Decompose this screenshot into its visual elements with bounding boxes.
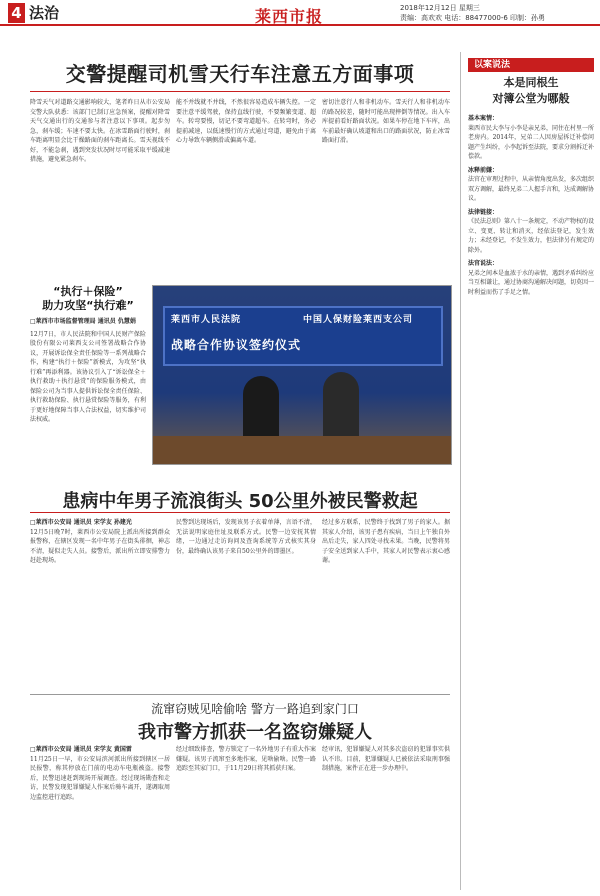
column-title-1: 本是同根生 (503, 76, 559, 89)
page-number: 4 (8, 3, 25, 23)
story3-col-2: 经过细致排查，警方锁定了一名外地男子有重大作案嫌疑。该男子流窜至多地作案，见啥偷啥。民警一路追踪至其家门口，于11月29日将其抓获归案。 (176, 746, 316, 772)
story2-headline: 患病中年男子流浪街头 50公里外被民警救起 (62, 491, 418, 512)
column-title-2: 对簿公堂为哪般 (492, 92, 570, 105)
sidebar-body: 12月7日，市人民法院和中国人民财产保险股份有限公司莱西支公司签署战略合作协议，开展诉讼保全责任保险等一系列战略合作，构建“执行＋保险”新模式，为攻坚“执行难”再添利器。该协议引入了“诉讼保全＋执行救助＋执行悬赏”的保险服务模式，由保险公司为当事人提供诉讼保全责任保险、执行救助保险、执行悬赏保险等服务，有利于更好地保障当事人合法权益，切实维护司法权威。 (30, 330, 146, 423)
law-text: 《民法总则》第八十一条规定，不动产物权的设立、变更、转让和消灭，经依法登记，发生效力；未经登记，不发生效力，但法律另有规定的除外。 (468, 218, 594, 254)
story3-body-1: 11月25日一早，市公安局滨河派出所接到辖区一居民报警，称其停放在门前的电动车电瓶被盗。接警后，民警迅速赶到现场开展调查。经过现场勘查和走访，民警发现犯罪嫌疑人作案后骑车离开，遂调取周边监控进行追踪。 (30, 755, 170, 801)
photo-banner-left: 莱西市人民法院 (171, 315, 242, 325)
lead-col-3: 密切注意行人和非机动车。雪天行人和非机动车的路况较差，随时可能出现摔倒等情况。出入车库提前看好路面状况。如果车停在地下车库，出车前最好确认坡道和出口的路面状况，防止冰雪路面打滑。 (322, 99, 450, 144)
case-label: 基本案情： (468, 115, 499, 122)
lead-col-2: 能不并线就不并线，不然很容易造成车辆失控。一定要注意平缓驾驶，保持直线行驶，不要频繁变道、超车。转弯要慢，切记不要弯道超车。在转弯时，务必提前减速，以低速慢行的方式通过弯道，避免由于离心力导致车辆侧滑或偏离车道。 (176, 99, 316, 144)
analysis-label: 冰释前嫌： (468, 166, 499, 174)
analysis-text: 法官在审理过程中，从亲情角度出发，多次组织双方调解，最终兄弟二人握手言和，达成调解协议。 (468, 176, 594, 202)
story2-col-3: 经过多方联系，民警终于找到了男子的家人。据其家人介绍，该男子患有疾病，当日上午独自外出后走失，家人四处寻找未果。当晚，民警将男子安全送到家人手中，其家人对民警表示衷心感谢。 (322, 519, 450, 564)
column-tag: 以案说法 (468, 58, 594, 72)
remark-text: 兄弟之间本是血浓于水的亲情，遇到矛盾纠纷应当互相谦让，通过协商沟通解决问题，切莫因一时利益而伤了手足之情。 (468, 269, 594, 296)
lead-headline: 交警提醒司机雪天行车注意五方面事项 (65, 62, 415, 86)
section-name: 法治 (29, 4, 60, 22)
story3-kicker: 流窜窃贼见啥偷啥 警方一路追到家门口 (151, 702, 359, 716)
sidebar-story (30, 285, 146, 475)
story2-col-1 (30, 518, 170, 688)
law-label: 法律链接： (468, 208, 499, 216)
remark-label: 法官说法： (468, 260, 499, 267)
photo-table (153, 436, 452, 465)
story3-col-3: 经审讯，犯罪嫌疑人对其多次盗窃的犯罪事实供认不讳。目前，犯罪嫌疑人已被依法采取刑事强制措施，案件正在进一步办理中。 (322, 746, 450, 772)
story2-body-1: 12月5日晚7时，莱西市公安局院上派出所接到群众报警称，在辖区发现一名中年男子在街头徘徊，神志不清，疑似走失人员。接警后，派出所立即安排警力赶赴现场。 (30, 528, 170, 564)
story2-rule (30, 512, 450, 513)
masthead (0, 0, 600, 26)
signing-ceremony-photo (152, 285, 452, 465)
sidebar-byline: □莱西市市场监督管理局 通讯员 仇慧娟 (30, 318, 136, 325)
story3-byline: □莱西市公安局 通讯员 宋学友 黄国雷 (30, 746, 132, 753)
column-body (468, 114, 594, 890)
photo-banner-bottom: 战略合作协议签约仪式 (171, 338, 302, 352)
staff-line: 责编：高欢欢 电话：88477000-6 印制：孙勇 (400, 14, 546, 22)
column-divider (460, 52, 461, 890)
sidebar-headline-2: 助力攻坚“执行难” (42, 299, 134, 312)
lead-rule (30, 91, 450, 92)
photo-banner-right: 中国人保财险莱西支公司 (303, 315, 414, 325)
story3-rule-top (30, 694, 450, 695)
story3-col-1 (30, 745, 170, 890)
case-text: 莱西市民大李与小李是亲兄弟，同住在村里一所老房内。2014年，兄弟二人因房屋拆迁补偿问题产生纠纷，小李起诉至法院，要求分割拆迁补偿款。 (468, 124, 594, 160)
story2-byline: □莱西市公安局 通讯员 宋学友 孙建光 (30, 519, 132, 526)
lead-col-1: 降雪天气对道路交通影响较大，笔者昨日从市公安局交警大队获悉：该部门已制订应急预案，提醒对降雪天气交通出行的交通参与者注意以下事项。起步勿急，刹车缓；车速不要太快。在冰雪路面行驶时，刹车距离明显会比干燥路面的刹车距离长。雪天视线不好，不能急刹，遇到突发状况时尽可能采取平缓减速措施，避免紧急刹车。 (30, 99, 170, 163)
paper-logo: 莱西市报 (255, 7, 324, 26)
story3-headline: 我市警方抓获一名盗窃嫌疑人 (138, 722, 372, 743)
story2-col-2: 民警到达现场后，发现该男子衣着单薄，言语不清，无法说明家庭住址及联系方式。民警一边安抚其情绪，一边通过走访询问及查询系统等方式核实其身份，最终确认该男子来自50公里外的即墨区。 (176, 519, 316, 555)
sidebar-headline-1: “执行＋保险” (53, 285, 123, 298)
date: 2018年12月12日 星期三 (400, 4, 480, 12)
